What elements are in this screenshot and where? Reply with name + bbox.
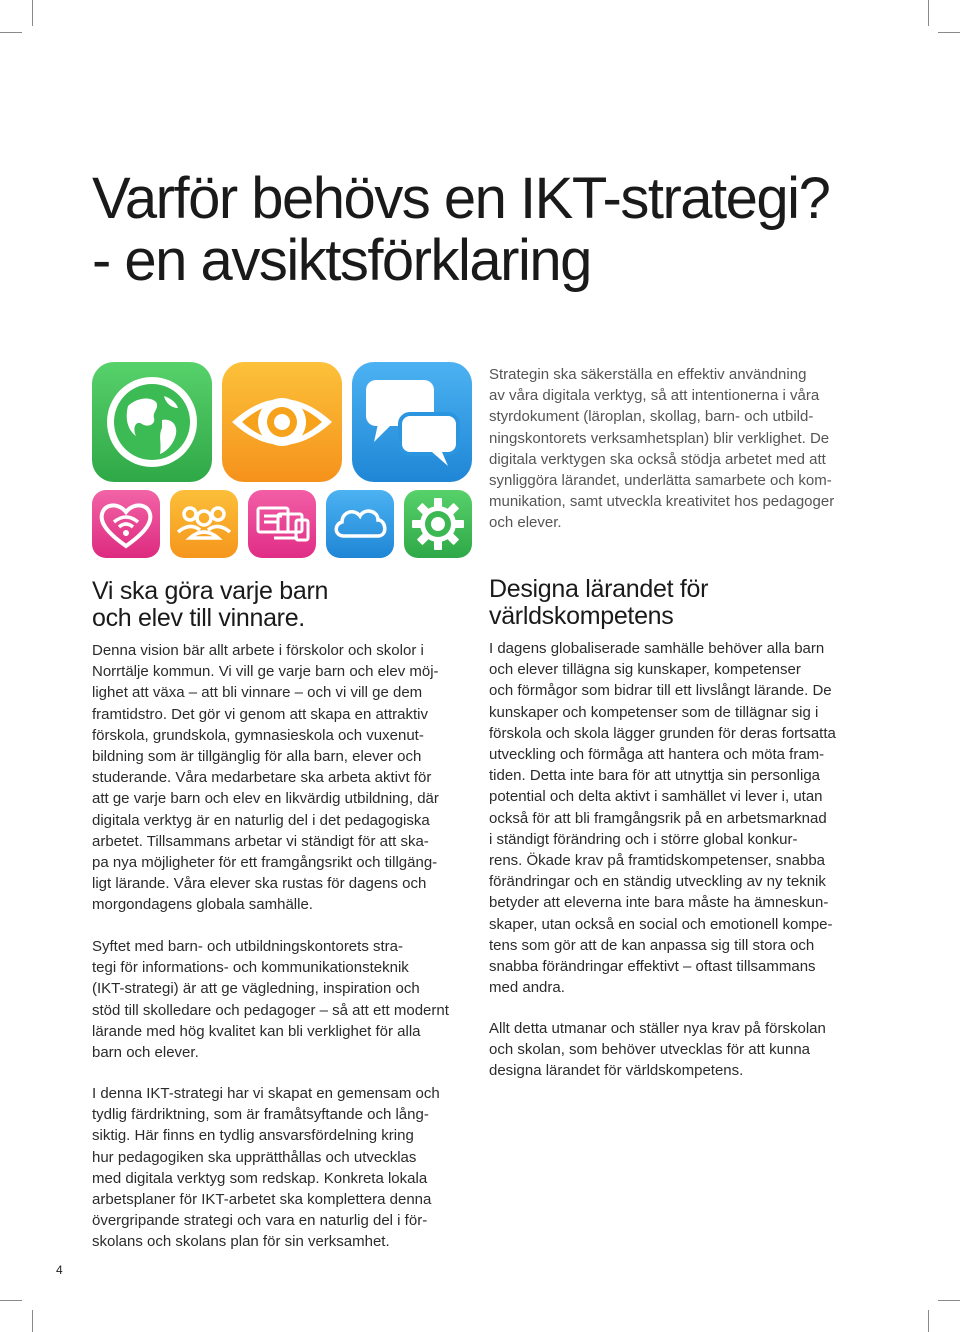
left-paragraph-1: Denna vision bär allt arbete i förskolor och skolor i Norrtälje kommun. Vi vill ge varje barn och elev möj- lighet att växa – att bli vinnare – och vi vill ge dem framtidstro. Det gör vi genom att skapa en attraktiv förskola, grundskola, gymnasieskola och vuxenut- bildning som är tillgänglig för alla barn, elever och studerande. Våra medarbetare ska arbeta aktivt för att ge varje barn och elev en likvärdig utbildning, där digitala verktyg är en naturlig del i det pedagogiska arbetet. Tillsammans arbetar vi ständigt för att ska- pa nya möjligheter för ett framgångsrikt och tillgäng- ligt lärande. Våra elever ska rustas för dagens och morgondagens globala samhälle. [92,642,439,914]
crop-mark-top-left-h [0,32,22,33]
page-title-line-2: - en avsiktsförklaring [92,228,591,293]
eye-icon [222,362,342,482]
devices-icon [248,490,316,558]
speech-bubbles-icon [352,362,472,482]
crop-mark-bottom-right-h [938,1300,960,1301]
group-icon [170,490,238,558]
gear-icon [404,490,472,558]
crop-mark-top-right-v [928,0,929,26]
globe-icon [92,362,212,482]
right-paragraph-2: Allt detta utmanar och ställer nya krav på förskolan och skolan, som behöver utvecklas för att kunna designa lärandet för världskompetens. [489,1020,826,1080]
crop-mark-bottom-left-v [32,1310,33,1332]
page-title-line-1: Varför behövs en IKT-strategi? [92,166,830,231]
right-heading: Designa lärandet för världskompetens [489,575,709,630]
crop-mark-top-right-h [938,32,960,33]
left-paragraph-2: Syftet med barn- och utbildningskontorets stra- tegi för informations- och kommunikationsteknik (IKT-strategi) är att ge vägledning, inspiration och stöd till skolledare och pedagoger – så att ett modernt lärande med hög kvalitet kan bli verklighet för alla barn och elever. [92,938,449,1062]
intro-paragraph: Strategin ska säkerställa en effektiv användning av våra digitala verktyg, så att intentionerna i våra styrdokument (läroplan, skollag, barn- och utbild- ningskontorets verksamhetsplan) blir verklighet. De digitala verktygen ska också stödja arbetet med att synliggöra lärandet, underlätta samarbete och kom- munikation, samt utveckla kreativitet hos pedagoger och elever. [489,366,835,532]
heart-wifi-icon [92,490,160,558]
page-number: 4 [56,1263,63,1277]
crop-mark-top-left-v [32,0,33,26]
right-paragraph-1: I dagens globaliserade samhälle behöver alla barn och elever tillägna sig kunskaper, kompetenser och förmågor som bidrar till ett livslångt lärande. De kunskaper och kompetenser som de tillägnar sig i förskola och skola lägger grunden för deras fortsatta utveckling och förmåga att hantera och möta fram- tiden. Detta inte bara för att utnyttja sin personliga potential och delta aktivt i samhället vi lever i, utan också för att bli framgångsrik på en arbetsmarknad i ständigt förändring och i större global konkur- rens. Ökade krav på framtidskompetenser, snabba förändringar och en ständig utveckling av ny teknik betyder att eleverna inte bara måste ha ämneskun- skaper, utan också en social och emotionell kompe- tens som gör att de kan anpassa sig till stora och snabba förändringar effektivt – oftast tillsammans med andra. [489,640,836,997]
crop-mark-bottom-left-h [0,1300,22,1301]
cloud-icon [326,490,394,558]
left-heading: Vi ska göra varje barn och elev till vinnare. [92,577,329,632]
crop-mark-bottom-right-v [928,1310,929,1332]
page-title [92,168,829,292]
left-paragraph-3: I denna IKT-strategi har vi skapat en gemensam och tydlig färdriktning, som är framåtsyftande och lång- siktig. Här finns en tydlig ansvarsfördelning kring hur pedagogiken ska upprätthållas och utvecklas med digitala verktyg som redskap. Konkreta lokala arbetsplaner för IKT-arbetet ska komplettera denna övergripande strategi och vara en naturlig del i för- skolans och skolans plan för sin verksamhet. [92,1085,440,1251]
